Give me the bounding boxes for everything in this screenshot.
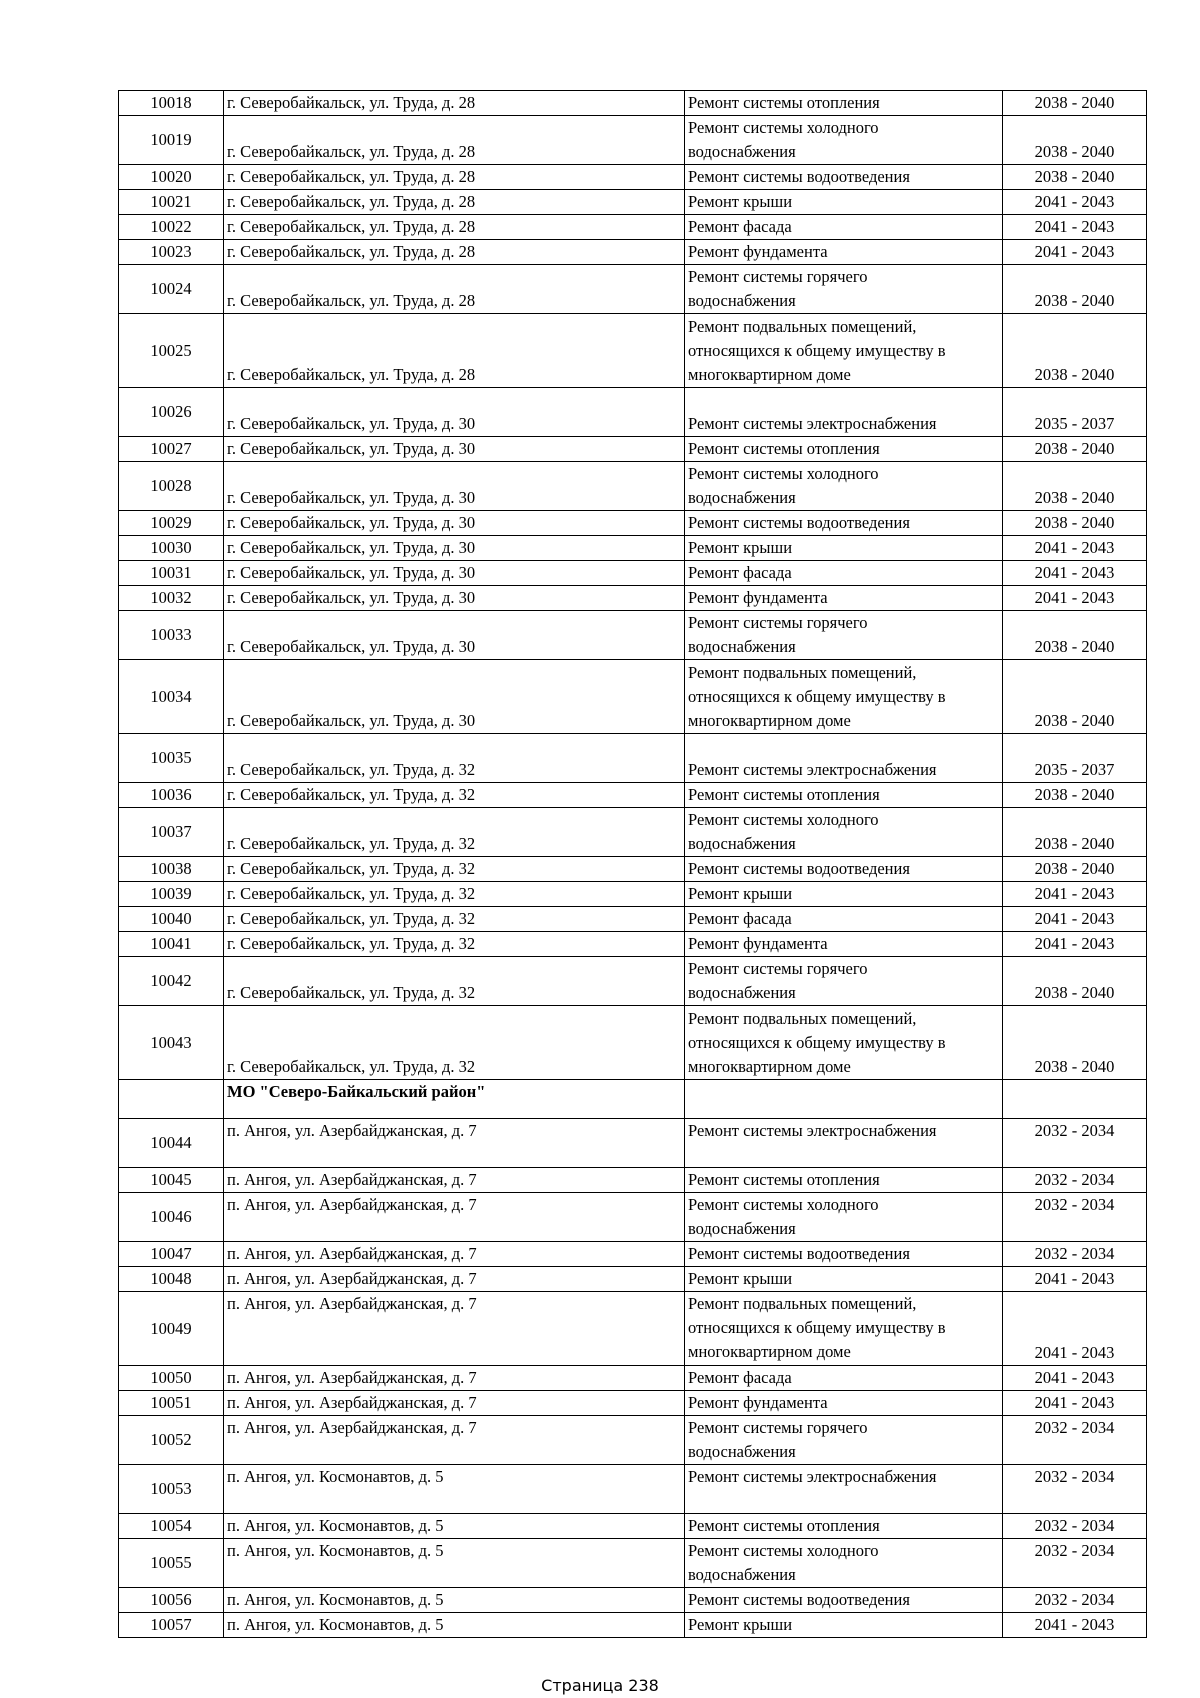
cell-work-type — [685, 116, 1003, 165]
work-type-line: Ремонт фундамента — [688, 1393, 828, 1412]
cell-address: г. Северобайкальск, ул. Труда, д. 32 — [224, 1006, 685, 1080]
cell-period: 2032 - 2034 — [1003, 1193, 1147, 1242]
cell-work-type — [685, 1119, 1003, 1168]
cell-number: 10027 — [119, 437, 224, 462]
work-type-line: Ремонт системы электроснабжения — [688, 1121, 937, 1140]
cell-period: 2032 - 2034 — [1003, 1168, 1147, 1193]
cell-address: п. Ангоя, ул. Азербайджанская, д. 7 — [224, 1292, 685, 1366]
cell-period: 2041 - 2043 — [1003, 190, 1147, 215]
cell-work-type — [685, 882, 1003, 907]
work-type-line: многоквартирном доме — [688, 711, 851, 730]
work-type-line: Ремонт системы холодного — [688, 464, 879, 483]
cell-address: п. Ангоя, ул. Азербайджанская, д. 7 — [224, 1267, 685, 1292]
cell-address: п. Ангоя, ул. Азербайджанская, д. 7 — [224, 1391, 685, 1416]
cell-number: 10042 — [119, 957, 224, 1006]
cell-period: 2038 - 2040 — [1003, 808, 1147, 857]
cell-number: 10051 — [119, 1391, 224, 1416]
cell-address: г. Северобайкальск, ул. Труда, д. 32 — [224, 808, 685, 857]
cell-address: п. Ангоя, ул. Азербайджанская, д. 7 — [224, 1119, 685, 1168]
cell-number: 10023 — [119, 240, 224, 265]
table-row — [119, 1514, 1147, 1539]
work-type-line: Ремонт системы электроснабжения — [688, 760, 937, 779]
cell-address: г. Северобайкальск, ул. Труда, д. 28 — [224, 314, 685, 388]
cell-work-type — [685, 1006, 1003, 1080]
cell-work-type — [685, 1465, 1003, 1514]
cell-work-type — [685, 611, 1003, 660]
cell-work-type — [685, 734, 1003, 783]
cell-work-type — [685, 1514, 1003, 1539]
cell-number: 10047 — [119, 1242, 224, 1267]
table-row — [119, 536, 1147, 561]
work-type-line: многоквартирном доме — [688, 1342, 851, 1361]
cell-work-type — [685, 907, 1003, 932]
cell-work-type — [685, 808, 1003, 857]
table-row — [119, 165, 1147, 190]
cell-period: 2038 - 2040 — [1003, 437, 1147, 462]
work-type-line: Ремонт фундамента — [688, 588, 828, 607]
cell-period: 2038 - 2040 — [1003, 1006, 1147, 1080]
work-type-line: относящихся к общему имуществу в — [688, 687, 946, 706]
cell-number: 10036 — [119, 783, 224, 808]
cell-address: п. Ангоя, ул. Космонавтов, д. 5 — [224, 1613, 685, 1638]
cell-work-type — [685, 1242, 1003, 1267]
table-row — [119, 1242, 1147, 1267]
table-row — [119, 1465, 1147, 1514]
cell-number: 10053 — [119, 1465, 224, 1514]
cell-address: г. Северобайкальск, ул. Труда, д. 30 — [224, 437, 685, 462]
cell-work-type — [685, 1366, 1003, 1391]
cell-number: 10057 — [119, 1613, 224, 1638]
work-type-line: относящихся к общему имуществу в — [688, 341, 946, 360]
cell-number: 10039 — [119, 882, 224, 907]
cell-period: 2032 - 2034 — [1003, 1416, 1147, 1465]
table-row — [119, 91, 1147, 116]
cell-work-type — [685, 586, 1003, 611]
cell-work-type — [685, 437, 1003, 462]
table-row — [119, 1193, 1147, 1242]
cell-period: 2032 - 2034 — [1003, 1119, 1147, 1168]
work-type-line: Ремонт фасада — [688, 217, 792, 236]
cell-address: г. Северобайкальск, ул. Труда, д. 32 — [224, 882, 685, 907]
work-type-line: Ремонт системы горячего — [688, 959, 868, 978]
table-row — [119, 1168, 1147, 1193]
cell-address: г. Северобайкальск, ул. Труда, д. 30 — [224, 660, 685, 734]
cell-number: 10043 — [119, 1006, 224, 1080]
cell-work-type — [685, 240, 1003, 265]
cell-address: г. Северобайкальск, ул. Труда, д. 32 — [224, 857, 685, 882]
table-row — [119, 586, 1147, 611]
work-type-line: Ремонт системы холодного — [688, 118, 879, 137]
cell-address: п. Ангоя, ул. Азербайджанская, д. 7 — [224, 1416, 685, 1465]
cell-address: п. Ангоя, ул. Космонавтов, д. 5 — [224, 1588, 685, 1613]
work-type-line: Ремонт системы холодного — [688, 1195, 879, 1214]
work-type-line: водоснабжения — [688, 291, 796, 310]
table-row — [119, 808, 1147, 857]
table-row — [119, 932, 1147, 957]
cell-number: 10024 — [119, 265, 224, 314]
work-type-line: водоснабжения — [688, 983, 796, 1002]
table-row — [119, 1119, 1147, 1168]
cell-work-type — [685, 932, 1003, 957]
cell-number: 10026 — [119, 388, 224, 437]
work-type-line: Ремонт системы холодного — [688, 1541, 879, 1560]
cell-period: 2041 - 2043 — [1003, 536, 1147, 561]
work-type-line: Ремонт фасада — [688, 909, 792, 928]
table-row — [119, 957, 1147, 1006]
work-type-line: водоснабжения — [688, 488, 796, 507]
work-type-line: Ремонт системы отопления — [688, 1516, 880, 1535]
cell-period: 2032 - 2034 — [1003, 1465, 1147, 1514]
section-title: МО "Северо-Байкальский район" — [224, 1080, 685, 1119]
table-row — [119, 240, 1147, 265]
cell-period: 2041 - 2043 — [1003, 932, 1147, 957]
cell-work-type — [685, 314, 1003, 388]
cell-address: г. Северобайкальск, ул. Труда, д. 28 — [224, 240, 685, 265]
cell-address: г. Северобайкальск, ул. Труда, д. 32 — [224, 734, 685, 783]
cell-address: г. Северобайкальск, ул. Труда, д. 30 — [224, 586, 685, 611]
table-row — [119, 734, 1147, 783]
work-type-line: Ремонт системы отопления — [688, 1170, 880, 1189]
cell-period: 2032 - 2034 — [1003, 1514, 1147, 1539]
cell-period: 2038 - 2040 — [1003, 116, 1147, 165]
cell-period: 2041 - 2043 — [1003, 1391, 1147, 1416]
cell-work-type — [685, 536, 1003, 561]
table-row — [119, 1539, 1147, 1588]
cell-period: 2041 - 2043 — [1003, 1267, 1147, 1292]
table-row — [119, 660, 1147, 734]
cell-period: 2038 - 2040 — [1003, 857, 1147, 882]
cell-address: п. Ангоя, ул. Космонавтов, д. 5 — [224, 1514, 685, 1539]
cell-work-type — [685, 388, 1003, 437]
table-row — [119, 1292, 1147, 1366]
cell-period: 2032 - 2034 — [1003, 1539, 1147, 1588]
work-type-line: Ремонт системы водоотведения — [688, 1590, 910, 1609]
cell-period — [1003, 1080, 1147, 1119]
table-row — [119, 388, 1147, 437]
table-row — [119, 783, 1147, 808]
cell-address: п. Ангоя, ул. Азербайджанская, д. 7 — [224, 1193, 685, 1242]
work-type-line: Ремонт подвальных помещений, — [688, 317, 917, 336]
work-type-line: водоснабжения — [688, 834, 796, 853]
cell-address: п. Ангоя, ул. Космонавтов, д. 5 — [224, 1465, 685, 1514]
cell-work-type — [685, 1416, 1003, 1465]
work-type-line: относящихся к общему имуществу в — [688, 1318, 946, 1337]
page-number: Страница 238 — [541, 1676, 659, 1695]
work-type-line: Ремонт крыши — [688, 538, 793, 557]
cell-number: 10020 — [119, 165, 224, 190]
cell-period: 2038 - 2040 — [1003, 511, 1147, 536]
work-type-line: Ремонт фундамента — [688, 934, 828, 953]
table-row — [119, 1613, 1147, 1638]
work-type-line: Ремонт системы горячего — [688, 613, 868, 632]
cell-number: 10025 — [119, 314, 224, 388]
cell-number: 10030 — [119, 536, 224, 561]
work-type-line: относящихся к общему имуществу в — [688, 1033, 946, 1052]
cell-address: г. Северобайкальск, ул. Труда, д. 30 — [224, 388, 685, 437]
cell-period: 2041 - 2043 — [1003, 240, 1147, 265]
work-type-line: водоснабжения — [688, 1219, 796, 1238]
cell-work-type — [685, 265, 1003, 314]
work-type-line: Ремонт системы горячего — [688, 1418, 868, 1437]
table-row — [119, 561, 1147, 586]
cell-number: 10037 — [119, 808, 224, 857]
table-row — [119, 437, 1147, 462]
cell-period: 2041 - 2043 — [1003, 1613, 1147, 1638]
cell-number: 10034 — [119, 660, 224, 734]
cell-address: г. Северобайкальск, ул. Труда, д. 32 — [224, 783, 685, 808]
work-type-line: Ремонт крыши — [688, 884, 793, 903]
work-type-line: Ремонт крыши — [688, 1269, 793, 1288]
cell-period: 2038 - 2040 — [1003, 314, 1147, 388]
cell-number: 10054 — [119, 1514, 224, 1539]
cell-address: г. Северобайкальск, ул. Труда, д. 28 — [224, 215, 685, 240]
cell-address: г. Северобайкальск, ул. Труда, д. 28 — [224, 190, 685, 215]
works-table-body — [119, 91, 1147, 1638]
cell-number: 10029 — [119, 511, 224, 536]
cell-address: г. Северобайкальск, ул. Труда, д. 30 — [224, 536, 685, 561]
cell-address: г. Северобайкальск, ул. Труда, д. 30 — [224, 511, 685, 536]
table-row — [119, 511, 1147, 536]
cell-number: 10041 — [119, 932, 224, 957]
cell-number: 10022 — [119, 215, 224, 240]
works-table — [118, 90, 1147, 1638]
cell-number: 10052 — [119, 1416, 224, 1465]
cell-number: 10046 — [119, 1193, 224, 1242]
table-row — [119, 1006, 1147, 1080]
cell-address: п. Ангоя, ул. Азербайджанская, д. 7 — [224, 1366, 685, 1391]
cell-period: 2041 - 2043 — [1003, 561, 1147, 586]
cell-period: 2041 - 2043 — [1003, 1292, 1147, 1366]
cell-period: 2035 - 2037 — [1003, 388, 1147, 437]
cell-number: 10032 — [119, 586, 224, 611]
cell-work-type — [685, 561, 1003, 586]
table-row — [119, 190, 1147, 215]
work-type-line: Ремонт подвальных помещений, — [688, 663, 917, 682]
cell-period: 2041 - 2043 — [1003, 907, 1147, 932]
cell-work-type — [685, 1267, 1003, 1292]
cell-number: 10021 — [119, 190, 224, 215]
table-row — [119, 857, 1147, 882]
table-row — [119, 1588, 1147, 1613]
cell-number: 10019 — [119, 116, 224, 165]
work-type-line: Ремонт системы горячего — [688, 267, 868, 286]
cell-work-type — [685, 1292, 1003, 1366]
work-type-line: Ремонт подвальных помещений, — [688, 1009, 917, 1028]
work-type-line: Ремонт крыши — [688, 1615, 793, 1634]
cell-work-type — [685, 462, 1003, 511]
cell-work-type — [685, 660, 1003, 734]
cell-number: 10048 — [119, 1267, 224, 1292]
cell-period: 2041 - 2043 — [1003, 586, 1147, 611]
cell-number: 10038 — [119, 857, 224, 882]
cell-period: 2038 - 2040 — [1003, 783, 1147, 808]
cell-work-type — [685, 857, 1003, 882]
cell-period: 2038 - 2040 — [1003, 462, 1147, 511]
table-row — [119, 1391, 1147, 1416]
work-type-line: Ремонт системы отопления — [688, 93, 880, 112]
table-row — [119, 882, 1147, 907]
work-type-line: Ремонт системы отопления — [688, 439, 880, 458]
cell-work-type — [685, 1193, 1003, 1242]
cell-address: г. Северобайкальск, ул. Труда, д. 28 — [224, 165, 685, 190]
work-type-line: водоснабжения — [688, 142, 796, 161]
cell-number: 10028 — [119, 462, 224, 511]
cell-work-type — [685, 957, 1003, 1006]
cell-work-type — [685, 215, 1003, 240]
cell-address: г. Северобайкальск, ул. Труда, д. 30 — [224, 462, 685, 511]
table-row — [119, 116, 1147, 165]
cell-number: 10044 — [119, 1119, 224, 1168]
cell-period: 2038 - 2040 — [1003, 957, 1147, 1006]
cell-address: п. Ангоя, ул. Азербайджанская, д. 7 — [224, 1168, 685, 1193]
cell-work-type — [685, 91, 1003, 116]
work-type-line: Ремонт системы водоотведения — [688, 513, 910, 532]
cell-work-type — [685, 1080, 1003, 1119]
cell-work-type — [685, 165, 1003, 190]
cell-work-type — [685, 1168, 1003, 1193]
cell-address: г. Северобайкальск, ул. Труда, д. 28 — [224, 116, 685, 165]
cell-address: г. Северобайкальск, ул. Труда, д. 32 — [224, 907, 685, 932]
table-row — [119, 265, 1147, 314]
work-type-line: Ремонт фундамента — [688, 242, 828, 261]
cell-number: 10055 — [119, 1539, 224, 1588]
cell-number: 10056 — [119, 1588, 224, 1613]
cell-period: 2038 - 2040 — [1003, 611, 1147, 660]
work-type-line: Ремонт системы электроснабжения — [688, 414, 937, 433]
cell-number: 10049 — [119, 1292, 224, 1366]
table-row — [119, 1416, 1147, 1465]
cell-period: 2038 - 2040 — [1003, 91, 1147, 116]
cell-address: г. Северобайкальск, ул. Труда, д. 28 — [224, 265, 685, 314]
cell-number: 10035 — [119, 734, 224, 783]
cell-address: г. Северобайкальск, ул. Труда, д. 32 — [224, 932, 685, 957]
cell-period: 2038 - 2040 — [1003, 660, 1147, 734]
work-type-line: многоквартирном доме — [688, 1057, 851, 1076]
cell-work-type — [685, 1391, 1003, 1416]
work-type-line: Ремонт подвальных помещений, — [688, 1294, 917, 1313]
work-type-line: Ремонт крыши — [688, 192, 793, 211]
work-type-line: Ремонт системы водоотведения — [688, 1244, 910, 1263]
cell-work-type — [685, 511, 1003, 536]
table-row — [119, 314, 1147, 388]
cell-number: 10033 — [119, 611, 224, 660]
cell-period: 2041 - 2043 — [1003, 1366, 1147, 1391]
work-type-line: Ремонт системы водоотведения — [688, 859, 910, 878]
work-type-line: водоснабжения — [688, 1565, 796, 1584]
cell-address: г. Северобайкальск, ул. Труда, д. 30 — [224, 561, 685, 586]
table-row — [119, 1267, 1147, 1292]
work-type-line: Ремонт системы водоотведения — [688, 167, 910, 186]
table-row — [119, 215, 1147, 240]
cell-address: п. Ангоя, ул. Азербайджанская, д. 7 — [224, 1242, 685, 1267]
work-type-line: многоквартирном доме — [688, 365, 851, 384]
cell-work-type — [685, 783, 1003, 808]
cell-work-type — [685, 1539, 1003, 1588]
work-type-line: водоснабжения — [688, 637, 796, 656]
cell-number: 10031 — [119, 561, 224, 586]
cell-period: 2035 - 2037 — [1003, 734, 1147, 783]
work-type-line: Ремонт фасада — [688, 1368, 792, 1387]
cell-address: п. Ангоя, ул. Космонавтов, д. 5 — [224, 1539, 685, 1588]
cell-period: 2041 - 2043 — [1003, 215, 1147, 240]
work-type-line: водоснабжения — [688, 1442, 796, 1461]
work-type-line: Ремонт системы отопления — [688, 785, 880, 804]
cell-number — [119, 1080, 224, 1119]
cell-address: г. Северобайкальск, ул. Труда, д. 28 — [224, 91, 685, 116]
cell-period: 2038 - 2040 — [1003, 265, 1147, 314]
cell-period: 2032 - 2034 — [1003, 1588, 1147, 1613]
table-row — [119, 462, 1147, 511]
cell-address: г. Северобайкальск, ул. Труда, д. 30 — [224, 611, 685, 660]
table-row — [119, 907, 1147, 932]
cell-number: 10040 — [119, 907, 224, 932]
cell-period: 2041 - 2043 — [1003, 882, 1147, 907]
cell-work-type — [685, 1613, 1003, 1638]
work-type-line: Ремонт фасада — [688, 563, 792, 582]
cell-number: 10045 — [119, 1168, 224, 1193]
table-row — [119, 611, 1147, 660]
cell-period: 2032 - 2034 — [1003, 1242, 1147, 1267]
cell-period: 2038 - 2040 — [1003, 165, 1147, 190]
work-type-line: Ремонт системы электроснабжения — [688, 1467, 937, 1486]
cell-number: 10018 — [119, 91, 224, 116]
cell-number: 10050 — [119, 1366, 224, 1391]
table-row — [119, 1366, 1147, 1391]
section-header-row — [119, 1080, 1147, 1119]
cell-work-type — [685, 190, 1003, 215]
cell-address: г. Северобайкальск, ул. Труда, д. 32 — [224, 957, 685, 1006]
cell-work-type — [685, 1588, 1003, 1613]
work-type-line: Ремонт системы холодного — [688, 810, 879, 829]
